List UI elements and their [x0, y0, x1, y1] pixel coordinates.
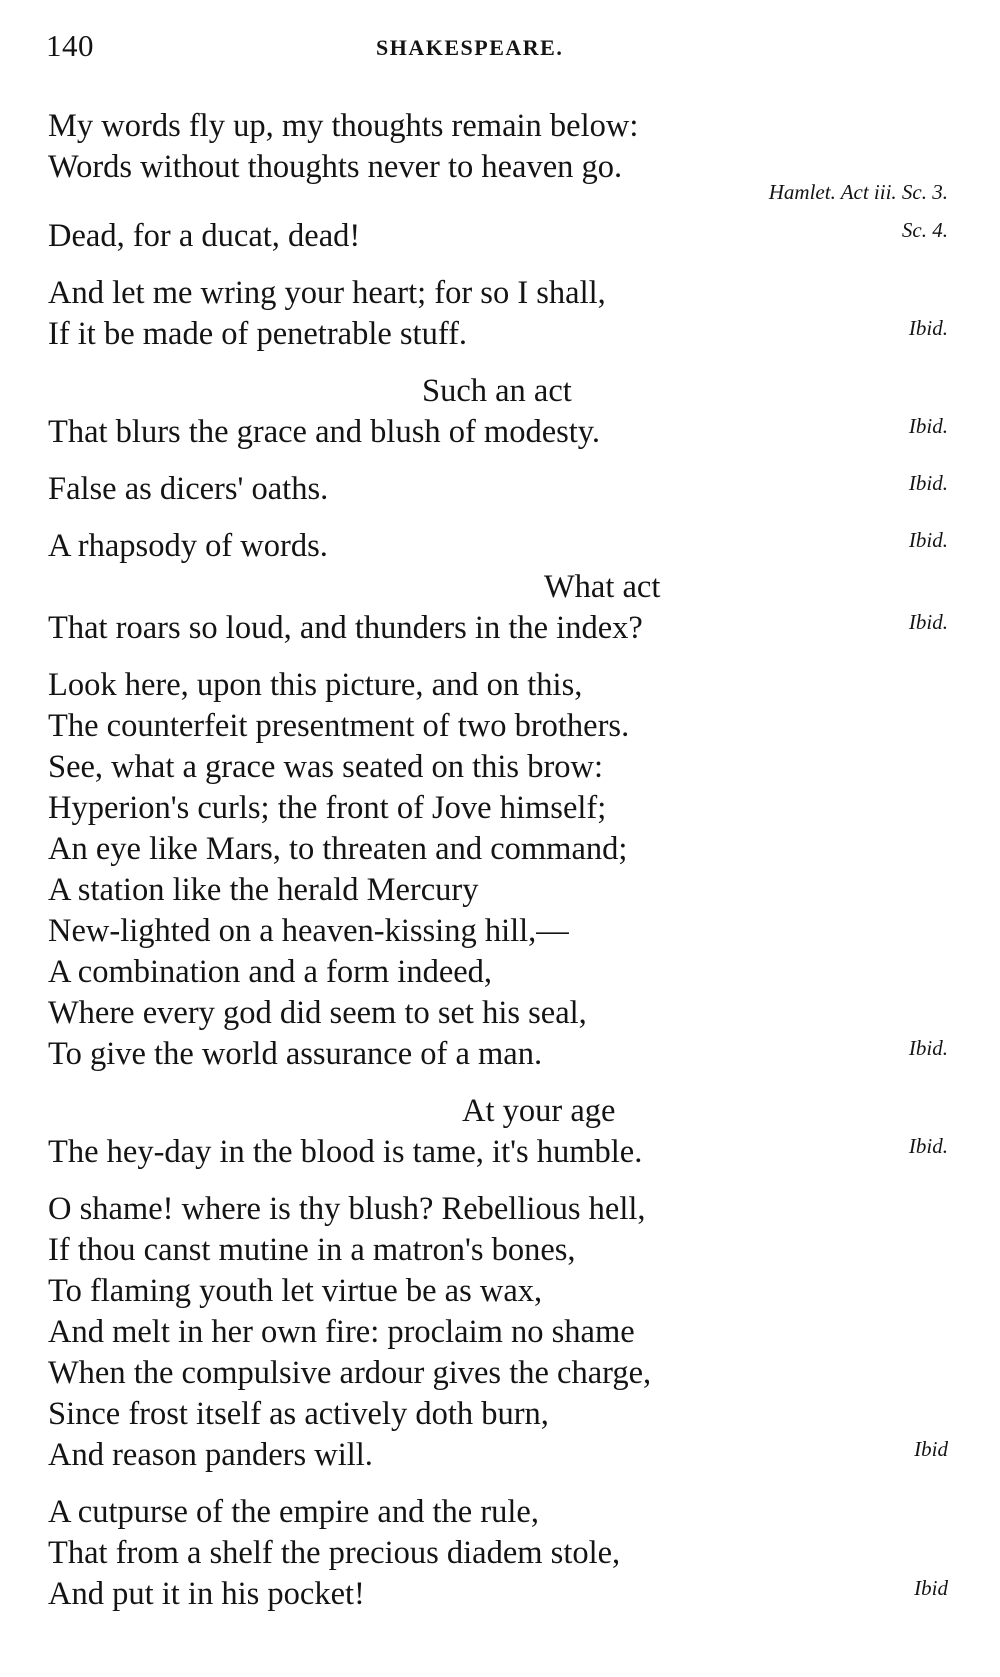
verse-text: Dead, for a ducat, dead!	[48, 218, 361, 254]
verse-line: A station like the herald Mercury	[48, 872, 479, 908]
verse-line	[48, 608, 948, 649]
verse-line: And let me wring your heart; for so I shall,	[48, 275, 606, 311]
citation: Ibid.	[908, 471, 948, 495]
verse-line: Where every god did seem to set his seal,	[48, 995, 587, 1031]
quotation	[48, 106, 948, 204]
verse-line	[48, 526, 948, 567]
verse-line: And melt in her own fire: proclaim no shame	[48, 1314, 635, 1350]
verse-text: And reason panders will.	[48, 1437, 373, 1473]
citation: Ibid.	[908, 414, 948, 438]
citation: Ibid.	[908, 528, 948, 552]
running-title: SHAKESPEARE.	[376, 35, 564, 60]
verse-line: A combination and a form indeed,	[48, 954, 493, 990]
verse-line: The counterfeit presentment of two brothers.	[48, 708, 630, 744]
verse-line: An eye like Mars, to threaten and command;	[48, 831, 628, 867]
verse-line	[48, 1132, 948, 1173]
citation: Ibid.	[908, 316, 948, 340]
verse-line	[48, 469, 948, 510]
verse-line: A cutpurse of the empire and the rule,	[48, 1494, 539, 1530]
verse-line: Words without thoughts never to heaven go.	[48, 149, 623, 185]
verse-text: To give the world assurance of a man.	[48, 1036, 543, 1072]
verse-line: That from a shelf the precious diadem stole,	[48, 1535, 621, 1571]
verse-line	[48, 314, 948, 355]
verse-line	[48, 1435, 948, 1476]
citation: Ibid.	[908, 1134, 948, 1158]
verse-line: Look here, upon this picture, and on this,	[48, 667, 583, 703]
verse-line: If thou canst mutine in a matron's bones,	[48, 1232, 576, 1268]
quotation	[48, 1091, 948, 1173]
citation: Ibid.	[908, 610, 948, 634]
verse-line: My words fly up, my thoughts remain below:	[48, 108, 639, 144]
quotations-body	[48, 106, 948, 1615]
quotation	[48, 665, 948, 1075]
verse-line: To flaming youth let virtue be as wax,	[48, 1273, 543, 1309]
verse-text: And put it in his pocket!	[48, 1576, 365, 1612]
quotation	[48, 216, 948, 257]
quotation	[48, 1492, 948, 1615]
quotation	[48, 371, 948, 453]
citation: Ibid	[914, 1576, 948, 1600]
verse-line	[48, 1574, 948, 1615]
quotation	[48, 1189, 948, 1476]
verse-line	[48, 412, 948, 453]
quotation	[48, 469, 948, 510]
verse-text: That roars so loud, and thunders in the index?	[48, 610, 643, 646]
verse-line: Such an act	[422, 373, 572, 409]
verse-text: If it be made of penetrable stuff.	[48, 316, 468, 352]
verse-text: The hey-day in the blood is tame, it's humble.	[48, 1134, 643, 1170]
quotation	[48, 567, 948, 649]
verse-line: Hyperion's curls; the front of Jove himself;	[48, 790, 607, 826]
page-header	[46, 28, 946, 68]
verse-line: At your age	[462, 1093, 616, 1129]
citation: Hamlet. Act iii. Sc. 3.	[768, 180, 948, 204]
quotation	[48, 273, 948, 355]
citation: Ibid	[914, 1437, 948, 1461]
verse-line: New-lighted on a heaven-kissing hill,—	[48, 913, 569, 949]
citation: Ibid.	[908, 1036, 948, 1060]
verse-line: What act	[544, 569, 661, 605]
verse-text: False as dicers' oaths.	[48, 471, 329, 507]
verse-text: A rhapsody of words.	[48, 528, 328, 564]
verse-line	[48, 216, 948, 257]
quotation	[48, 526, 948, 567]
verse-text: That blurs the grace and blush of modesty.	[48, 414, 601, 450]
verse-line	[48, 1034, 948, 1075]
verse-line: When the compulsive ardour gives the charge,	[48, 1355, 652, 1391]
verse-line: Since frost itself as actively doth burn,	[48, 1396, 549, 1432]
verse-line: See, what a grace was seated on this brow:	[48, 749, 604, 785]
citation: Sc. 4.	[901, 218, 948, 242]
page-number: 140	[46, 28, 94, 63]
verse-line: O shame! where is thy blush? Rebellious hell,	[48, 1191, 646, 1227]
